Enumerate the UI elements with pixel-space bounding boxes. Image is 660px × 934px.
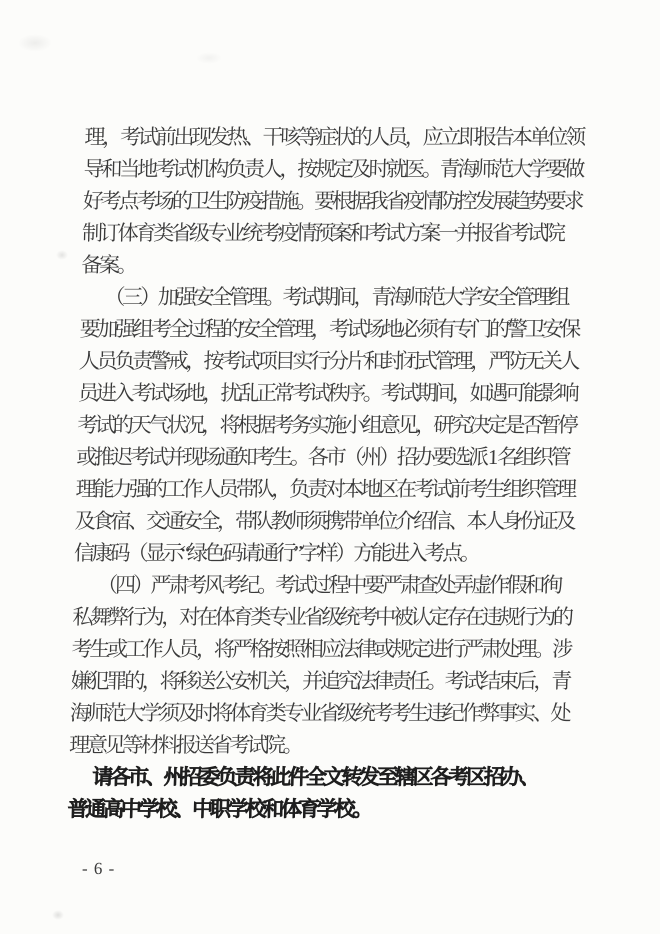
text-line: 理意见等材料报送省考试院。 <box>68 733 301 757</box>
text-line: 及食宿、交通安全，带队教师须携带单位介绍信、本人身份证及 <box>74 509 574 533</box>
paragraph-4-exam-discipline <box>69 569 584 761</box>
text-line: 考试的天气状况，将根据考务实施小组意见，研究决定是否暂停 <box>76 413 576 437</box>
paragraph-3-safety-management <box>74 281 591 569</box>
text-line: 或推迟考试并现场通知考生。各市（州）招办要选派 1 名组织管 <box>76 445 569 469</box>
text-line: 好考点考场的卫生防疫措施。要根据我省疫情防控发展趋势要求 <box>82 189 582 213</box>
text-line: 嫌犯罪的，将移送公安机关，并追究法律责任。考试结束后，青 <box>70 669 570 693</box>
text-line: 请各市、州招委负责将此件全文转发至辖区各考区招办、 <box>92 765 538 789</box>
text-line: 制订体育类省级专业统考疫情预案和考试方案一并报省考试院 <box>81 221 564 245</box>
text-line: 要加强组考全过程的安全管理，考试场地必须有专门的警卫安保 <box>79 317 579 341</box>
text-line: 人员负责警戒，按考试项目实行分片和封闭式管理，严防无关人 <box>78 349 578 373</box>
text-line: 信康码（显示“绿色码请通行”字样）方能进入考点。 <box>73 541 479 565</box>
text-line: 员进入考试场地，扰乱正常考试秩序。考试期间，如遇可能影响 <box>77 381 577 405</box>
text-line: 普通高中学校、中职学校和体育学校。 <box>67 797 371 821</box>
paragraph-epidemic-prevention-continued <box>81 121 595 281</box>
text-line: 理，考试前出现发热、干咳等症状的人员，应立即报告本单位领 <box>84 125 584 149</box>
document-body <box>67 121 595 825</box>
paragraph-forwarding-notice <box>67 761 579 825</box>
text-line: （四）严肃考风考纪。考试过程中要严肃查处弄虚作假和徇 <box>96 573 561 597</box>
text-line: 理能力强的工作人员带队，负责对本地区在考试前考生组织管理 <box>75 477 575 501</box>
text-line: 导和当地考试机构负责人，按规定及时就医。青海师范大学要做 <box>83 157 583 181</box>
text-line: 海师范大学须及时将体育类专业省级统考考生违纪作弊事实、处 <box>69 701 569 725</box>
text-line: （三）加强安全管理。考试期间，青海师范大学安全管理组 <box>104 285 568 309</box>
text-line: 私舞弊行为，对在体育类专业省级统考中被认定存在违规行为的 <box>72 605 572 629</box>
text-line: 备案。 <box>80 253 136 277</box>
text-line: 考生或工作人员，将严格按照相应法律或规定进行严肃处理。涉 <box>71 637 571 661</box>
page-number: - 6 - <box>81 859 116 878</box>
